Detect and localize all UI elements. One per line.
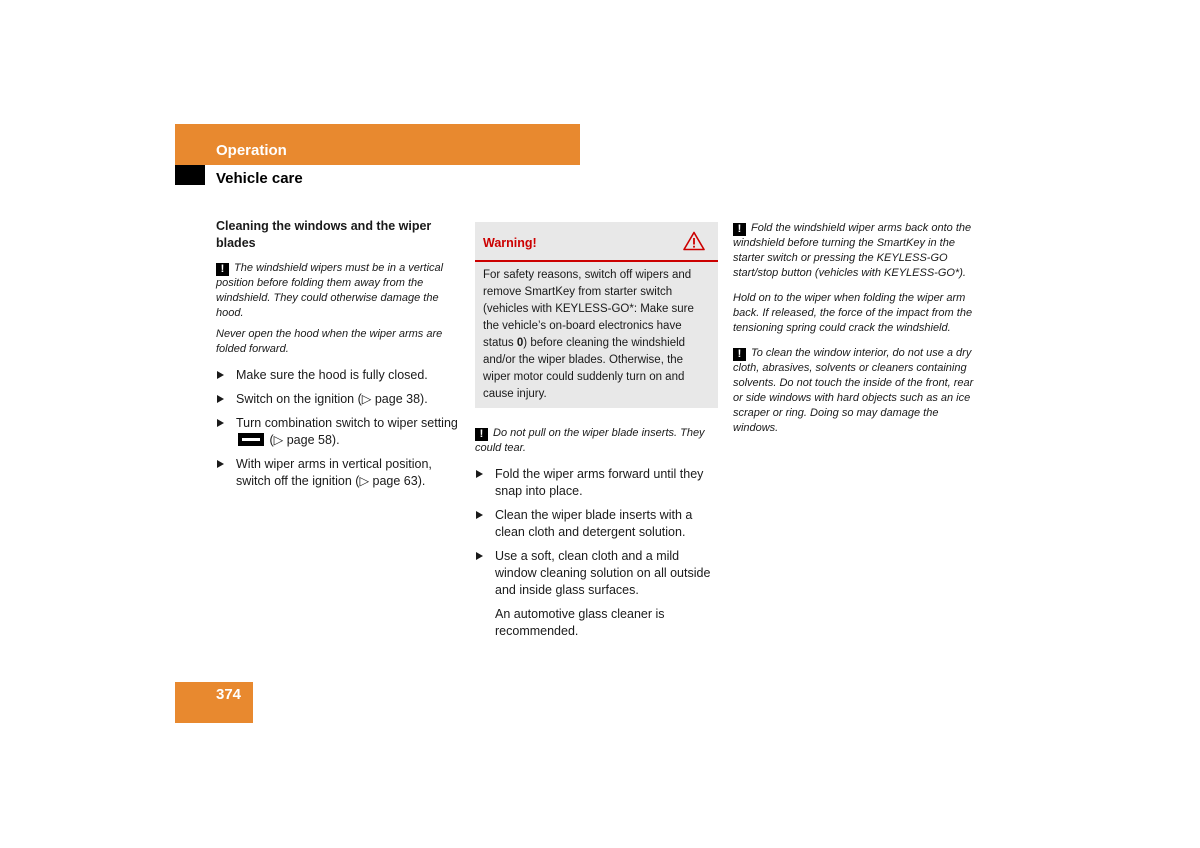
list-item <box>475 548 718 599</box>
list-item <box>216 367 461 384</box>
list-item-text: (▷ page 58). <box>269 433 340 447</box>
notice-icon: ! <box>216 263 229 276</box>
bullet-arrow-icon <box>217 395 224 403</box>
list-item-text: With wiper arms in vertical position, switch off the ignition (▷ page 63). <box>236 457 432 488</box>
status-value: 0 <box>516 337 524 349</box>
bullet-arrow-icon <box>476 552 483 560</box>
list-item <box>216 391 461 408</box>
notice-icon: ! <box>733 348 746 361</box>
notice-note-continued: Never open the hood when the wiper arms are folded forward. <box>216 328 443 355</box>
list-item-text: Fold the wiper arms forward until they snap into place. <box>495 467 704 498</box>
warning-header <box>475 222 718 262</box>
notice-note <box>216 261 461 321</box>
column-right <box>733 221 983 442</box>
notice-note <box>733 346 983 436</box>
bullet-arrow-icon <box>217 460 224 468</box>
warning-box <box>475 222 718 408</box>
list-item-text: Turn combination switch to wiper setting <box>236 416 458 430</box>
bullet-arrow-icon <box>217 419 224 427</box>
list-item-text: Switch on the ignition (▷ page 38). <box>236 392 428 406</box>
column-middle <box>475 222 718 647</box>
notice-icon: ! <box>733 223 746 236</box>
list-item-followup: An automotive glass cleaner is recommended. <box>495 607 665 638</box>
notice-text: To clean the window interior, do not use a dry cloth, abrasives, solvents or cleaners containing solvents. Do not touch the inside of the front, rear or side windows with hard objects such as an ice scraper or ring. Doing so may damage the windows. <box>733 347 974 434</box>
notice-text: Fold the windshield wiper arms back onto the windshield before turning the SmartKey in the starter switch or pressing the KEYLESS-GO start/stop button (vehicles with KEYLESS-GO*). <box>733 222 972 279</box>
list-item-text: Make sure the hood is fully closed. <box>236 368 428 382</box>
notice-icon: ! <box>475 428 488 441</box>
subsection-title: Vehicle care <box>216 170 303 187</box>
topic-heading: Cleaning the windows and the wiper blades <box>216 219 432 250</box>
bullet-arrow-icon <box>217 371 224 379</box>
list-item <box>216 415 461 449</box>
bullet-arrow-icon <box>476 511 483 519</box>
page-number-box <box>175 682 253 723</box>
column-left <box>216 218 461 497</box>
section-title: Operation <box>216 142 287 159</box>
page-number: 374 <box>216 686 242 703</box>
wiper-setting-icon <box>238 433 264 446</box>
notice-note <box>475 426 718 456</box>
list-item-text: Clean the wiper blade inserts with a clean cloth and detergent solution. <box>495 508 693 539</box>
warning-title: Warning! <box>483 236 537 250</box>
subsection-marker <box>175 165 205 185</box>
list-item <box>475 507 718 541</box>
warning-body: For safety reasons, switch off wipers and remove SmartKey from starter switch (vehicles with KEYLESS-GO*: Make sure the vehicle’s on-board electronics have status 0) before cleaning the windshield and/or the wiper blades. Otherwise, the wiper motor could suddenly turn on and cause injury. <box>483 269 694 400</box>
bullet-arrow-icon <box>476 470 483 478</box>
notice-note <box>733 221 983 281</box>
warning-triangle-icon <box>683 231 705 256</box>
notice-note-continued: Hold on to the wiper when folding the wiper arm back. If released, the force of the impact from the tensioning spring could crack the windshield. <box>733 292 973 334</box>
notice-text: The windshield wipers must be in a vertical position before folding them away from the windshield. They could otherwise damage the hood. <box>216 262 444 319</box>
list-item-text: Use a soft, clean cloth and a mild window cleaning solution on all outside and inside glass surfaces. <box>495 549 711 597</box>
list-item <box>216 456 461 490</box>
list-item <box>475 466 718 500</box>
notice-text: Do not pull on the wiper blade inserts. They could tear. <box>475 427 705 454</box>
